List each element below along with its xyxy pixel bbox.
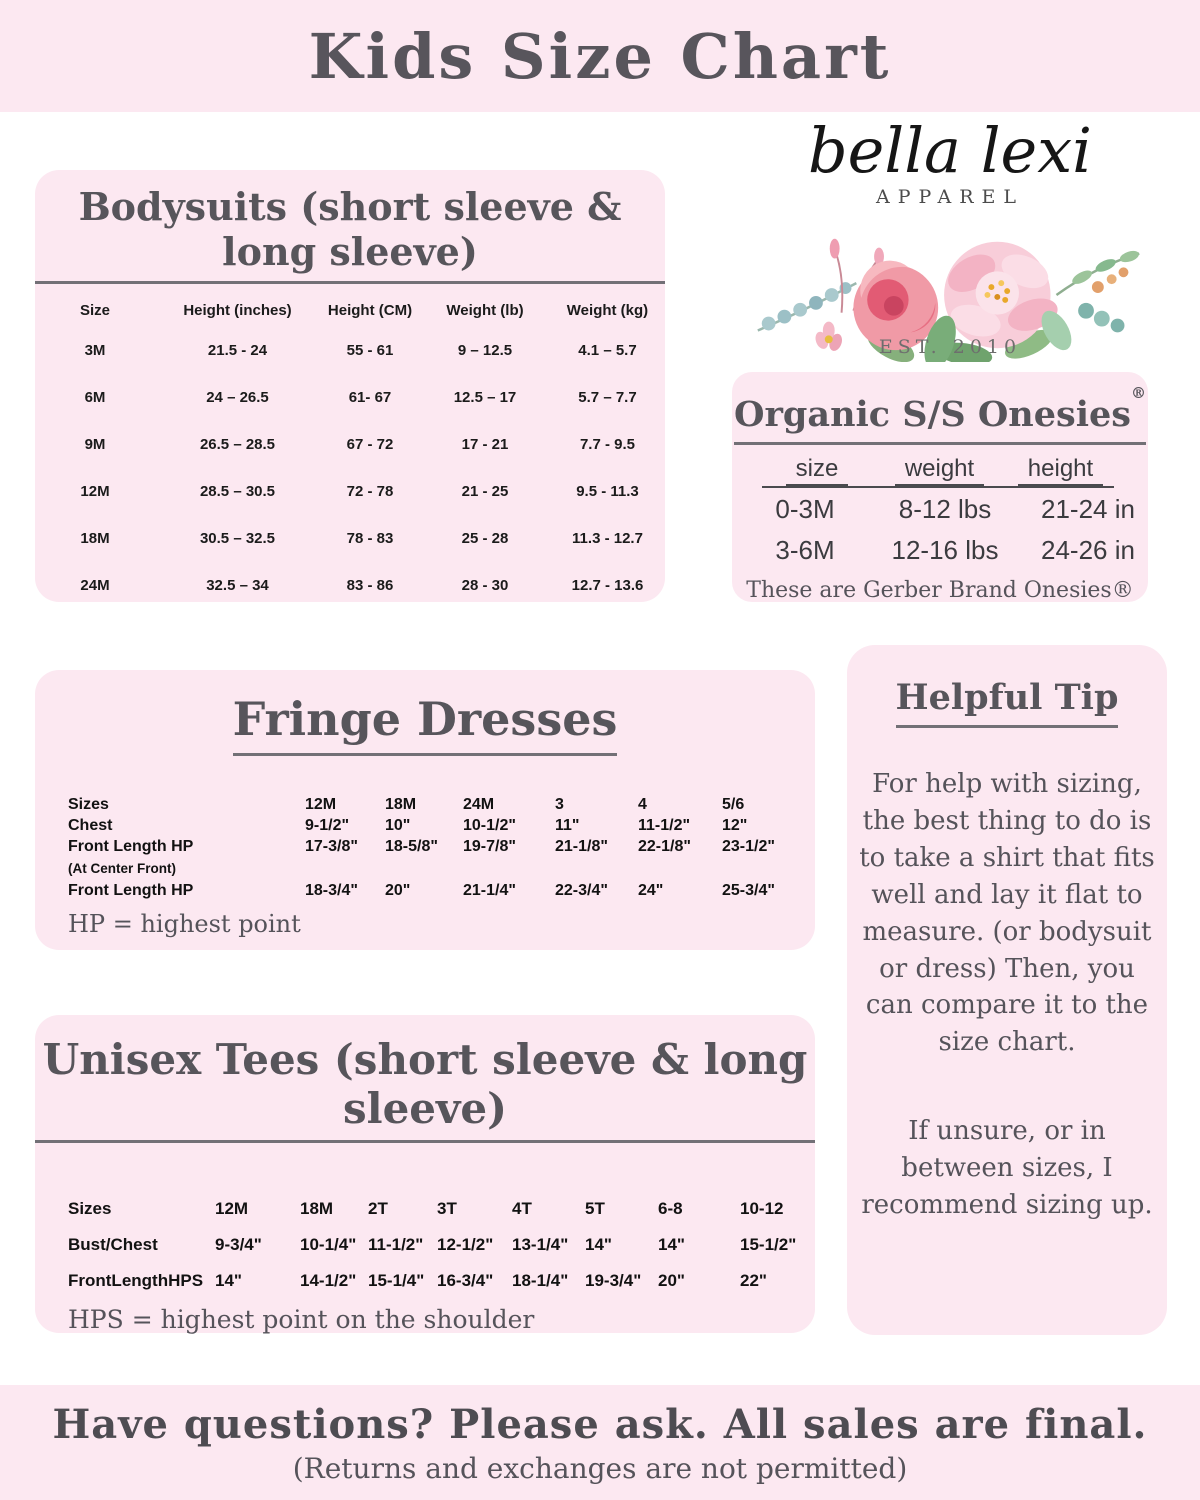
tees-table [35, 1191, 815, 1299]
cell: 78 - 83 [346, 530, 394, 547]
table-row [68, 794, 815, 815]
cell: 12.5 – 17 [453, 389, 517, 406]
cell: 21-1/8" [555, 838, 608, 855]
cell: 18-5/8" [385, 838, 438, 855]
size-cell: 6M [84, 389, 106, 406]
bodysuits-col-header: Weight (lb) [446, 302, 524, 319]
table-row [68, 1263, 815, 1299]
cell: 9-3/4" [215, 1235, 262, 1254]
cell: 14" [215, 1271, 242, 1290]
helpful-tip-section [847, 645, 1167, 1335]
cell: 19-3/4" [585, 1271, 642, 1290]
table-row [740, 531, 1140, 570]
cell: 72 - 78 [346, 483, 394, 500]
cell: 24" [638, 882, 664, 899]
table-row [68, 1191, 815, 1227]
cell: 14" [658, 1235, 685, 1254]
row-label: Front Length HP [68, 882, 194, 899]
table-row [68, 880, 815, 901]
table-row [35, 327, 665, 374]
cell: 9.5 - 11.3 [576, 483, 639, 500]
bodysuits-title [35, 184, 665, 284]
size-cell: 3-6M [775, 535, 835, 565]
cell: 3 [555, 796, 564, 813]
cell: 22-3/4" [555, 882, 608, 899]
cell: 5T [585, 1199, 605, 1218]
bodysuits-col-header: Height (CM) [327, 302, 413, 319]
fringe-table [35, 794, 815, 901]
cell: 23-1/2" [722, 838, 775, 855]
cell: 7.7 - 9.5 [579, 436, 636, 453]
bodysuits-col-header: Weight (kg) [566, 302, 649, 319]
page-header [0, 0, 1200, 112]
cell: 21-24 in [1041, 494, 1135, 524]
cell: 25-3/4" [722, 882, 775, 899]
cell: 17-3/8" [305, 838, 358, 855]
size-cell: 18M [80, 530, 110, 547]
organic-title-text: Organic S/S Onesies [733, 394, 1131, 435]
tees-title-text: Unisex Tees (short sleeve & long sleeve) [35, 1035, 815, 1143]
cell: 19-7/8" [463, 838, 516, 855]
organic-col-header: size [786, 455, 849, 486]
cell: 5/6 [722, 796, 745, 813]
row-label: Sizes [68, 1199, 112, 1218]
cell: 9 – 12.5 [457, 342, 513, 359]
cell: 6-8 [658, 1199, 683, 1218]
fringe-title-text: Fringe Dresses [233, 692, 618, 756]
cell: 10-12 [740, 1199, 784, 1218]
cell: 28.5 – 30.5 [199, 483, 276, 500]
cell: 18-3/4" [305, 882, 358, 899]
cell: 8-12 lbs [898, 494, 992, 524]
cell: 17 - 21 [461, 436, 509, 453]
cell: 10" [385, 817, 411, 834]
cell: 9-1/2" [305, 817, 350, 834]
fringe-dresses-section [35, 670, 815, 950]
cell: 3T [437, 1199, 457, 1218]
tip-paragraph: For help with sizing, the best thing to do is to take a shirt that fits well and lay it flat to measure. (or bodysuit or dress) Then, you can compare it to the size chart. [859, 769, 1155, 1058]
cell: 22-1/8" [638, 838, 691, 855]
cell: 21 - 25 [461, 483, 509, 500]
cell: 18M [385, 796, 417, 813]
size-cell: 9M [84, 436, 106, 453]
table-row [35, 468, 665, 515]
table-row [68, 836, 815, 857]
bodysuits-section [35, 170, 665, 602]
cell: 26.5 – 28.5 [199, 436, 276, 453]
logo-established: EST. 2010 [878, 336, 1022, 358]
cell: 67 - 72 [346, 436, 394, 453]
cell: 83 - 86 [346, 577, 394, 594]
table-row [68, 857, 815, 880]
cell: 24M [463, 796, 495, 813]
cell: 24-26 in [1041, 535, 1135, 565]
cell: 5.7 – 7.7 [578, 389, 637, 406]
cell: 11.3 - 12.7 [572, 530, 643, 547]
table-row [35, 562, 665, 609]
tees-title [35, 1035, 815, 1143]
cell: 11-1/2" [368, 1235, 424, 1254]
cell: 2T [368, 1199, 388, 1218]
hp-note: HP = highest point [68, 910, 301, 938]
cell: 28 - 30 [461, 577, 509, 594]
row-label: Front Length HP [68, 838, 194, 855]
organic-title [732, 384, 1148, 445]
table-row [740, 490, 1140, 529]
cell: 12" [722, 817, 748, 834]
cell: 12M [305, 796, 337, 813]
bodysuits-title-text: Bodysuits (short sleeve & long sleeve) [35, 184, 665, 284]
brand-logo [740, 112, 1160, 372]
cell: 20" [658, 1271, 685, 1290]
registered-mark: ® [1131, 384, 1146, 402]
table-row [68, 1227, 815, 1263]
row-label: FrontLengthHPS [68, 1271, 204, 1290]
table-row [35, 374, 665, 421]
size-cell: 3M [84, 342, 106, 359]
footer-line-2: (Returns and exchanges are not permitted) [292, 1451, 908, 1485]
row-label: Sizes [68, 796, 109, 813]
row-label: Chest [68, 817, 113, 834]
page-footer [0, 1385, 1200, 1500]
cell: 20" [385, 882, 411, 899]
hps-note: HPS = highest point on the shoulder [68, 1305, 535, 1334]
cell: 10-1/4" [300, 1235, 357, 1254]
fringe-title [35, 692, 815, 756]
cell: 55 - 61 [346, 342, 394, 359]
cell: 12.7 - 13.6 [571, 577, 644, 594]
cell: 4.1 – 5.7 [578, 342, 637, 359]
cell: 12M [215, 1199, 249, 1218]
logo-subtitle: APPAREL [875, 185, 1025, 208]
tip-paragraph: If unsure, or in between sizes, I recommend sizing up. [861, 1116, 1153, 1221]
size-cell: 0-3M [775, 494, 835, 524]
table-row [68, 815, 815, 836]
bodysuits-table-body [35, 327, 665, 609]
row-label: (At Center Front) [68, 861, 176, 876]
bodysuits-header-row [35, 302, 665, 319]
row-label: Bust/Chest [68, 1235, 158, 1254]
cell: 15-1/4" [368, 1271, 425, 1290]
tip-title [847, 677, 1167, 728]
organic-onesies-section [732, 372, 1148, 602]
cell: 21-1/4" [463, 882, 516, 899]
cell: 30.5 – 32.5 [199, 530, 276, 547]
cell: 12-16 lbs [891, 535, 999, 565]
cell: 21.5 - 24 [207, 342, 268, 359]
table-row [35, 515, 665, 562]
cell: 32.5 – 34 [206, 577, 269, 594]
organic-header-row [762, 455, 1114, 488]
cell: 11-1/2" [638, 817, 691, 834]
cell: 12-1/2" [437, 1235, 494, 1254]
cell: 4T [512, 1199, 532, 1218]
unisex-tees-section [35, 1015, 815, 1333]
cell: 61- 67 [348, 389, 392, 406]
cell: 15-1/2" [740, 1235, 797, 1254]
size-cell: 24M [80, 577, 110, 594]
logo-script-text: bella lexi [807, 114, 1093, 187]
page-title: Kids Size Chart [308, 19, 892, 93]
footer-line-1: Have questions? Please ask. All sales are final. [52, 1400, 1148, 1448]
cell: 16-3/4" [437, 1271, 494, 1290]
cell: 18M [300, 1199, 334, 1218]
cell: 18-1/4" [512, 1271, 569, 1290]
cell: 14" [585, 1235, 612, 1254]
cell: 4 [638, 796, 647, 813]
bodysuits-col-header: Height (inches) [183, 302, 292, 319]
gerber-note: These are Gerber Brand Onesies® [746, 578, 1134, 603]
cell: 11" [555, 817, 580, 834]
cell: 10-1/2" [463, 817, 516, 834]
cell: 13-1/4" [512, 1235, 569, 1254]
organic-col-header: height [1018, 455, 1103, 486]
bodysuits-col-header: Size [79, 302, 110, 319]
size-cell: 12M [80, 483, 110, 500]
cell: 22" [740, 1271, 767, 1290]
cell: 14-1/2" [300, 1271, 357, 1290]
table-row [35, 421, 665, 468]
cell: 24 – 26.5 [206, 389, 269, 406]
organic-col-header: weight [895, 455, 984, 486]
cell: 25 - 28 [461, 530, 509, 547]
tip-title-text: Helpful Tip [896, 677, 1119, 728]
